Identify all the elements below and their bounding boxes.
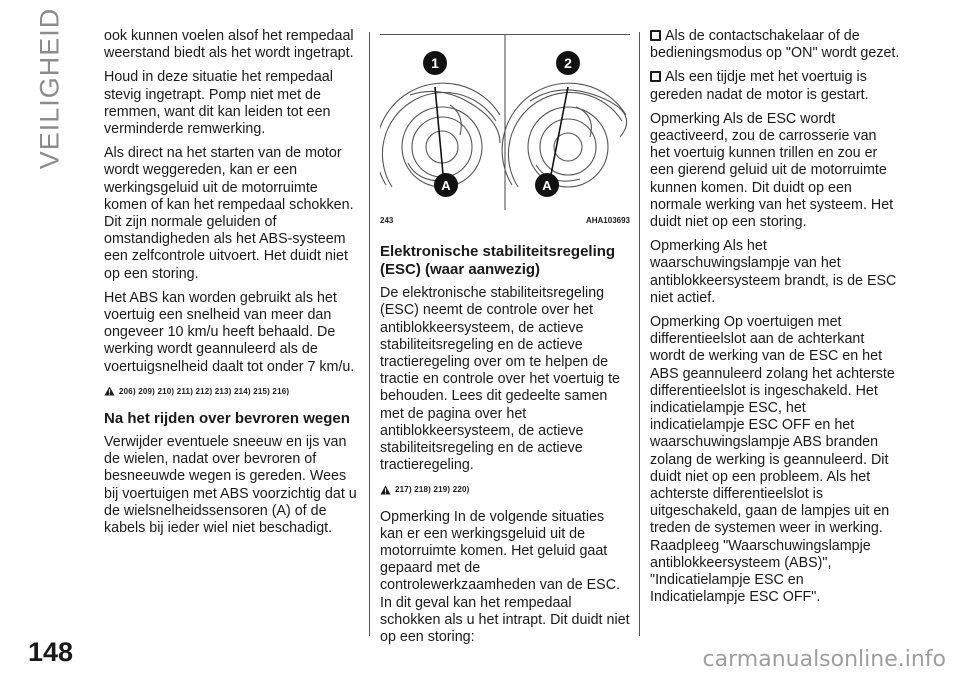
warning-reference-list: 217) 218) 219) 220) bbox=[395, 485, 470, 495]
warning-references bbox=[104, 383, 360, 400]
bullet-item bbox=[650, 28, 900, 62]
page-number: 148 bbox=[28, 637, 74, 667]
paragraph: Het ABS kan worden gebruikt als het voertuig een snelheid van meer dan ongeveer 10 km/u heeft behaald. De werking wordt geannuleerd als de voertuigsnelheid daalt tot onder 7 km/u. bbox=[104, 289, 355, 375]
column-middle bbox=[380, 30, 630, 653]
bullet-square-icon bbox=[650, 30, 661, 41]
column-divider bbox=[639, 32, 640, 636]
watermark: carmanualsonline.info bbox=[702, 647, 946, 672]
callout-a-label: A bbox=[542, 178, 552, 193]
column-divider bbox=[369, 32, 370, 636]
warning-triangle-icon bbox=[380, 485, 391, 495]
section-heading: Elektronische stabiliteitsregeling (ESC) (waar aanwezig) bbox=[380, 243, 616, 279]
figure-caption bbox=[380, 212, 630, 229]
bullet-text: Als de contactschakelaar of de bedieningsmodus op "ON" wordt gezet. bbox=[650, 28, 900, 62]
warning-references bbox=[380, 481, 630, 498]
section-heading: Na het rijden over bevroren wegen bbox=[104, 410, 350, 428]
figure-number: 243 bbox=[380, 216, 394, 225]
rear-wheel-hub-drawing bbox=[502, 83, 627, 187]
paragraph: De elektronische stabiliteitsregeling (ESC) neemt de controle over het antiblokkeersysteem, de actieve stabiliteitsregeling en de actieve tractieregeling over om te helpen de tractie en controle over het voertuig te behouden. Lees dit gedeelte samen met de pagina over het antiblokkeersysteem, de actieve stabiliteitsregeling en de actieve tractieregeling. bbox=[380, 285, 621, 474]
figure-code: AHA103693 bbox=[585, 216, 630, 225]
paragraph: Verwijder eventuele sneeuw en ijs van de wielen, nadat over bevroren of besneeuwde wegen is gereden. Wees bij voertuigen met ABS voorzichtig dat u de wielsnelheidssensoren (A) of de kabels bij ieder wiel niet beschadigt. bbox=[104, 434, 357, 537]
bullet-item bbox=[650, 69, 900, 103]
bullet-square-icon bbox=[650, 71, 661, 82]
paragraph: Opmerking In de volgende situaties kan er een werkingsgeluid uit de motorruimte komen. Het geluid gaat gepaard met de controlewerkzaamheden van de ESC. In dit geval kan het rempedaal schokken als u het intrapt. Dit duidt niet op een storing: bbox=[380, 508, 630, 646]
paragraph: Opmerking Als het waarschuwingslampje van het antiblokkeersysteem brandt, is de ESC niet actief. bbox=[650, 238, 897, 306]
paragraph: Opmerking Als de ESC wordt geactiveerd, zou de carrosserie van het voertuig kunnen trillen en zou er een gierend geluid uit de motorruimte kunnen komen. Dit duidt op een normale werking van het systeem. Het duidt niet op een storing. bbox=[650, 110, 894, 231]
callout-2-label: 2 bbox=[564, 55, 572, 71]
column-right bbox=[650, 28, 900, 614]
bullet-text: Als een tijdje met het voertuig is gereden nadat de motor is gestart. bbox=[650, 69, 869, 103]
callout-1-label: 1 bbox=[431, 55, 439, 71]
warning-triangle-icon bbox=[104, 386, 115, 396]
column-left bbox=[104, 28, 360, 544]
wheel-sensor-illustration bbox=[380, 35, 630, 210]
paragraph: ook kunnen voelen alsof het rempedaal weerstand biedt als het wordt ingetrapt. bbox=[104, 28, 354, 62]
paragraph: Houd in deze situatie het rempedaal stevig ingetrapt. Pomp niet met de remmen, want dit kan leiden tot een verminderde remwerking. bbox=[104, 69, 333, 138]
warning-reference-list: 206) 209) 210) 211) 212) 213) 214) 215) 216) bbox=[119, 386, 290, 396]
paragraph: Als direct na het starten van de motor wordt weggereden, kan er een werkingsgeluid uit de motorruimte komen of kan het rempedaal schokken. Dit zijn normale geluiden of omstandigheden als het ABS-systeem een zelfcontrole uitvoert. Het duidt niet op een storing. bbox=[104, 145, 354, 282]
paragraph: Opmerking Op voertuigen met differentieelslot aan de achterkant wordt de werking van de ESC en het ABS geannuleerd zolang het achterste differentieelslot is ingeschakeld. Het indicatielampje ESC, het indicatielampje ESC OFF en het waarschuwingslampje ABS branden zolang de werking is geannuleerd. Dit duidt niet op een probleem. Als het achterste differentieelslot is uitgeschakeld, gaan de lampjes uit en treden de systemen weer in werking. Raadpleeg "Waarschuwingslampje antiblokkeersysteem (ABS)", "Indicatielampje ESC en Indicatielampje ESC OFF". bbox=[650, 314, 895, 606]
wheel-sensor-figure bbox=[380, 34, 630, 210]
callout-a-label: A bbox=[441, 178, 451, 193]
section-title: VEILIGHEID bbox=[34, 7, 65, 169]
section-side-label bbox=[22, 7, 78, 169]
